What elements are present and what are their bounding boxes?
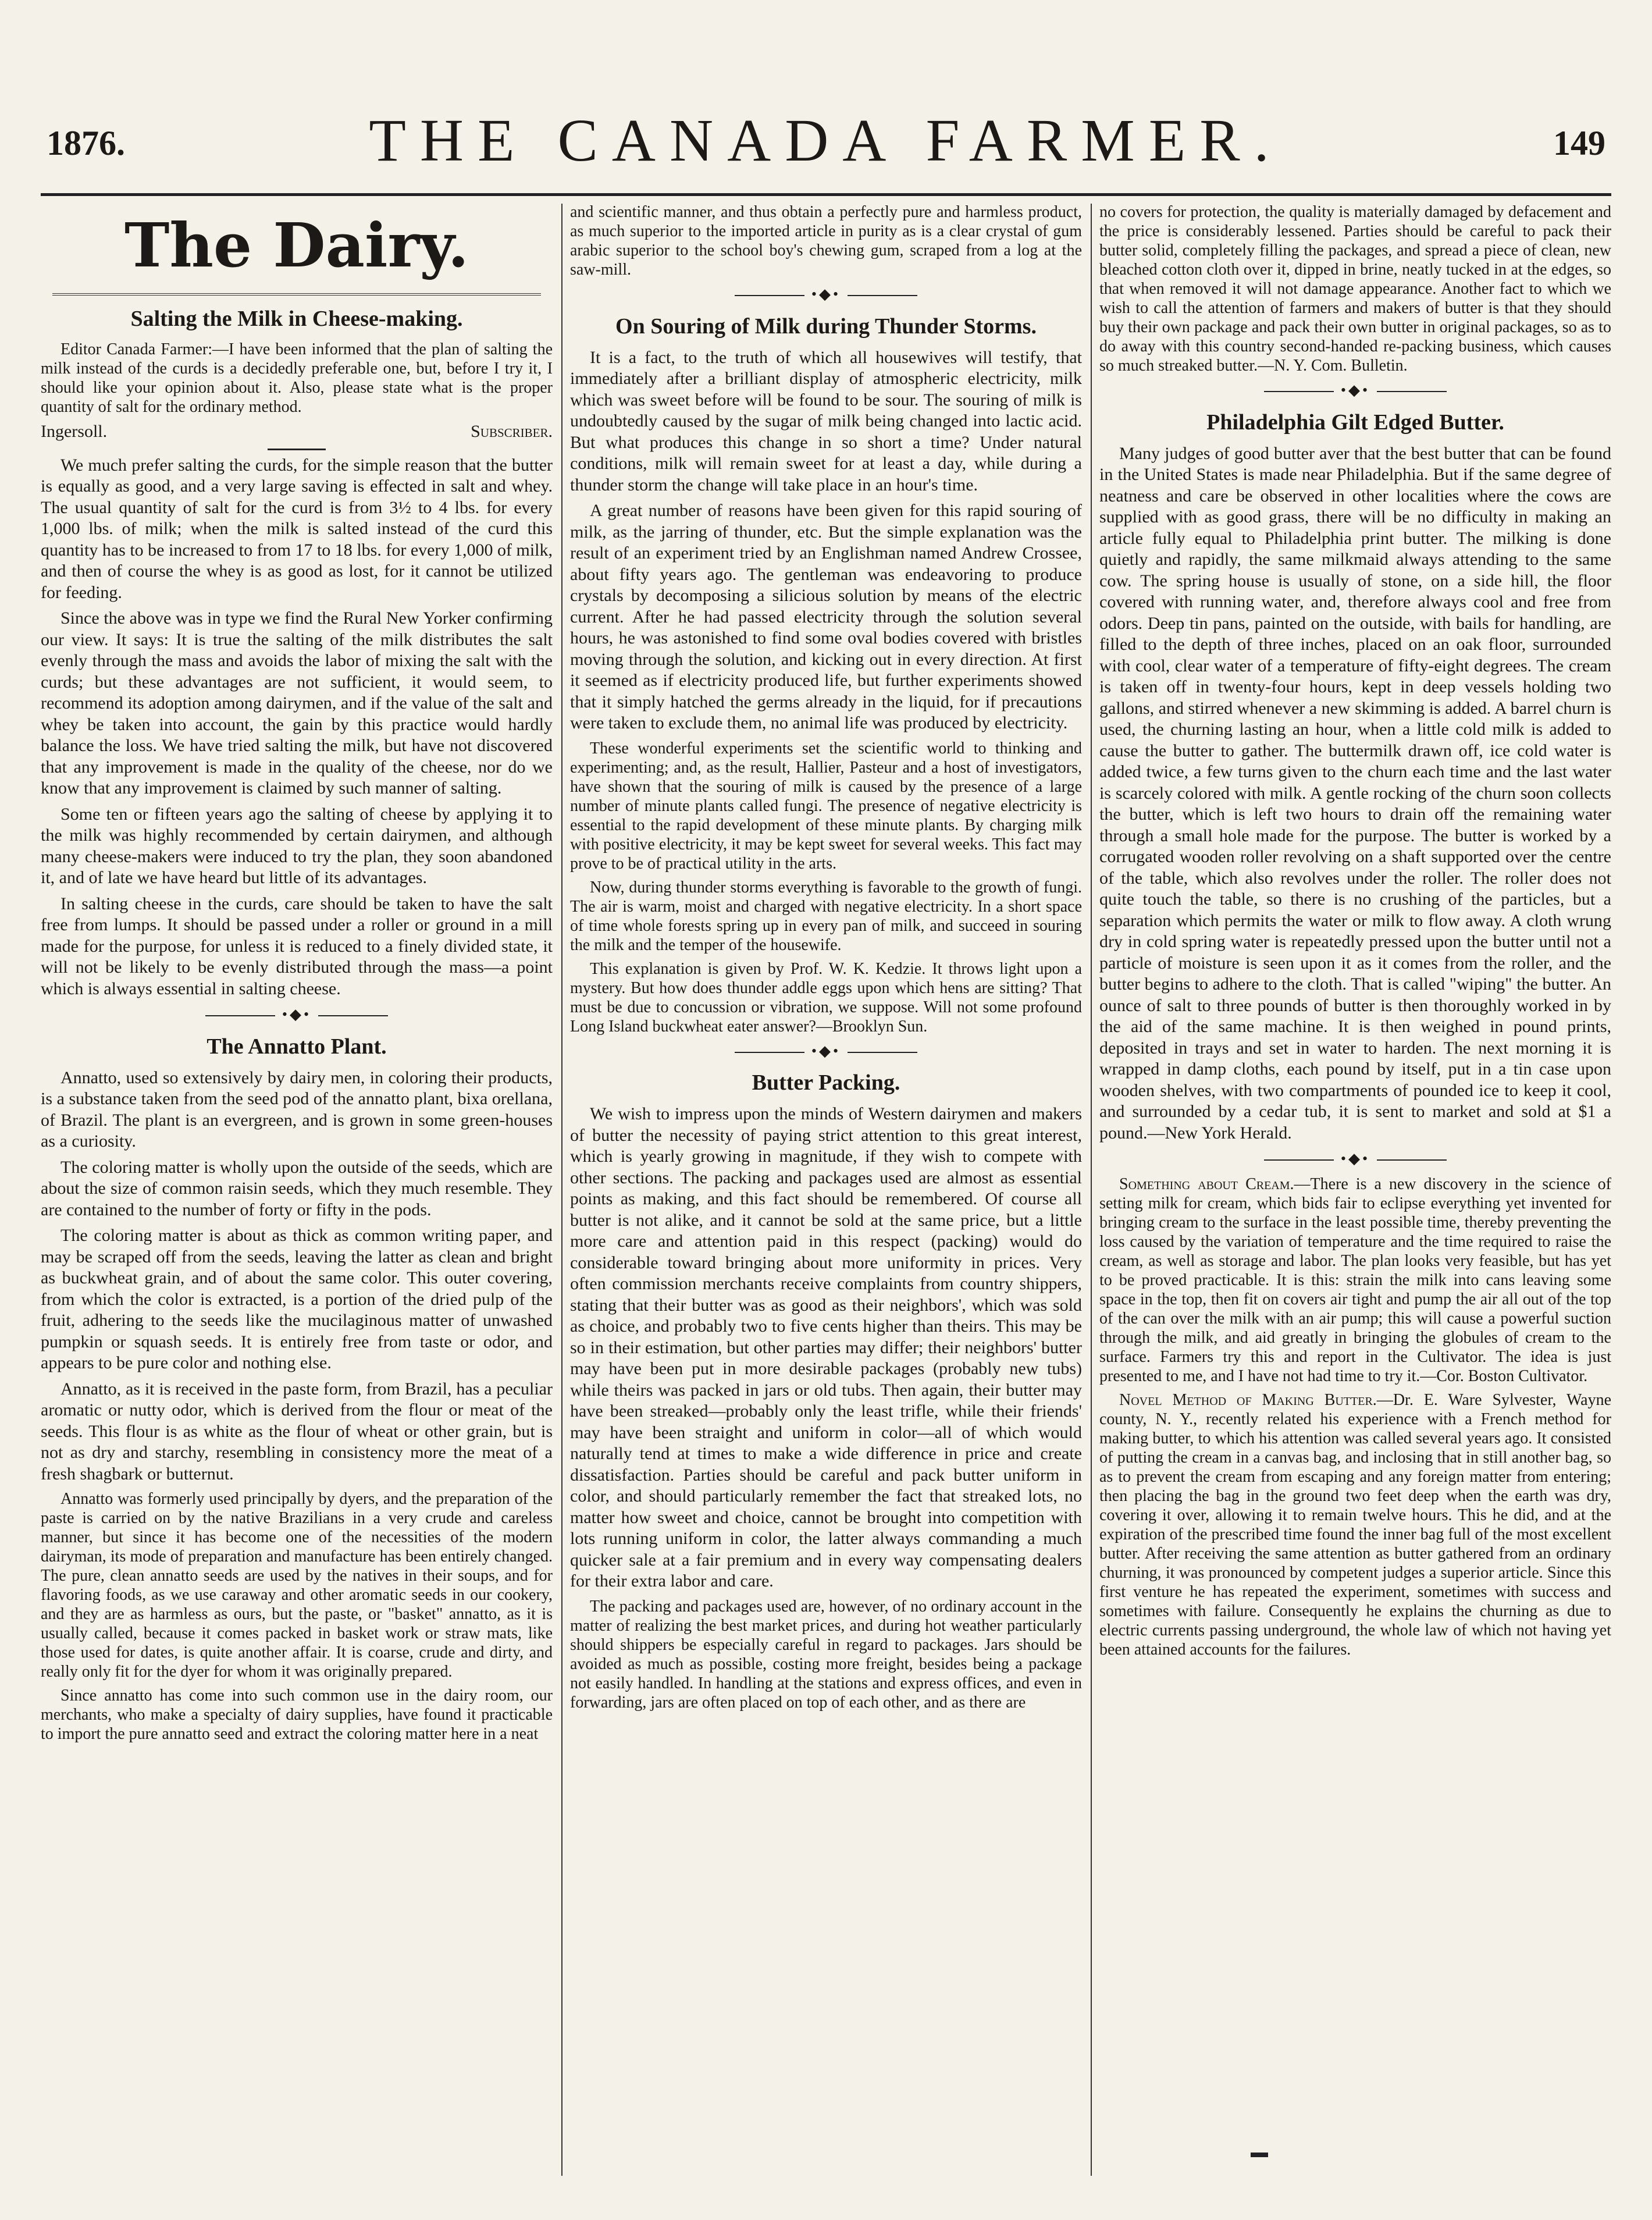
paragraph-lead: Novel Method of Making Butter. [1119, 1390, 1377, 1409]
paragraph: We wish to impress upon the minds of Western dairymen and makers of butter the necessity of paying strict attention to this great interest, which is yearly growing in magnitude, if they wish to compete with other sections. The packing and packages used are almost as essential points as making, and this fact should be remembered. Of course all butter is not alike, and it cannot be sold at the same price, but a little more care and attention paid in this respect (packing) would do considerable toward bringing about more uniformity in prices. Very often commission merchants receive complaints from country shippers, stating that their butter was as good as their neighbors', which was sold as choice, and probably two to five cents higher than theirs. This may be so in their estimation, but other parties may differ; their neighbors' butter may have been put in more desirable packages (probably new tubs) while theirs was packed in jars or old tubs. Then again, their butter may have been streaked—probably only the least trifle, while their friends' may have been straight and uniform in color—all of which would naturally tend at times to make a wide difference in price and create dissatisfaction. Parties should be careful and pack butter uniform in color, and should particularly remember the fact that streaked lots, no matter how sweet and choice, cannot be brought into competition with lots running uniform in color, the latter always commanding a much quicker sale at a fair premium and in every way compensating dealers for their extra labor and care. [570, 1104, 1082, 1591]
paragraph: Annatto, as it is received in the paste form, from Brazil, has a peculiar aromatic or nutty odor, which is derived from the flour or meat of the seeds. This flour is as white as the flour of wheat or other grain, but is not as dry and starchy, resembling in consistency more the meat of a fresh shagbark or butternut. [41, 1379, 553, 1483]
column-rule [1091, 204, 1092, 2176]
section-rule [52, 293, 541, 296]
paragraph: Now, during thunder storms everything is favorable to the growth of fungi. The air is warm, moist and charged with negative electricity. In a short space of time whole forests spring up in every pan of milk, and succeed in souring the milk and the temper of the housewife. [570, 878, 1082, 954]
article-title: On Souring of Milk during Thunder Storms. [615, 314, 1037, 339]
paragraph: Since annatto has come into such common use in the dairy room, our merchants, who make a specialty of dairy supplies, have found it practicable to import the pure annatto seed and extract the coloring matter here in a neat [41, 1687, 553, 1743]
paragraph: We much prefer salting the curds, for the simple reason that the butter is equally as good, and a very large saving is effected in salt and whey. The usual quantity of salt for the curd is from 3½ to 4 lbs. for every 1,000 lbs. of milk; when the milk is salted instead of the curd this quantity has to be increased to from 17 to 18 lbs. for every 1,000 of milk, and then of course the whey is as good as lost, for it cannot be utilized for feeding. [41, 455, 553, 602]
paragraph: These wonderful experiments set the scientific world to thinking and experimenting; and, as the result, Hallier, Pasteur and a host of investigators, have shown that the souring of milk is caused by the presence of a large number of minute plants called fungi. The presence of negative electricity is essential to the rapid development of these minute plants. By charging milk with positive electricity, it may be kept sweet for several weeks. This fact may prove to be of practical utility in the arts. [570, 739, 1082, 873]
article-title: Philadelphia Gilt Edged Butter. [1206, 410, 1504, 435]
column-rule [561, 204, 562, 2176]
page-mark [1251, 2153, 1268, 2157]
paragraph: In salting cheese in the curds, care should be taken to have the salt free from lumps. It should be passed under a roller or ground in a mill made for the purpose, for unless it is reduced to a finely divided state, it will not be likely to be evenly distributed through the mass—a point which is always essential in salting cheese. [41, 894, 553, 998]
paragraph: and scientific manner, and thus obtain a perfectly pure and harmless product, as much superior to the imported article in purity as is a clear crystal of gum arabic superior to the school boy's chewing gum, scraped from a log at the saw-mill. [570, 203, 1082, 279]
paragraph: Since the above was in type we find the Rural New Yorker confirming our view. It says: It is true the salting of the milk distributes the salt evenly through the mass and avoids the labor of mixing the salt with the curds; but these advantages are not sufficient, it would seem, to recommend its adoption among dairymen, and if the value of the salt and whey be taken into account, the gain by this practice would hardly balance the loss. We have tried salting the milk, but have not discovered that any improvement is made in the quality of the cheese, nor do we know that any improvement is claimed by such manner of salting. [41, 609, 553, 798]
paragraph: The coloring matter is wholly upon the outside of the seeds, which are about the size of common raisin seeds, which they much resemble. They are contained to the number of forty or fifty in the pods. [41, 1157, 553, 1219]
article-divider: •◆• [570, 1041, 1082, 1062]
letter-signature: Subscriber. [471, 422, 553, 441]
paragraph: no covers for protection, the quality is materially damaged by defacement and the price is considerably lessened. Parties should be careful to pack their butter solid, completely filling the packages, and spread a piece of clean, new bleached cotton cloth over it, dipped in brine, neatly tucked in at the edges, so that when removed it will not damage appearance. Another fact to which we wish to call the attention of farmers and makers of butter is that they should buy their own package and pack their own butter in original packages, so as to do away with this country second-handed re-packing business, which causes so much streaked butter.—N. Y. Com. Bulletin. [1099, 203, 1611, 375]
paragraph: It is a fact, to the truth of which all housewives will testify, that immediately after a brilliant display of atmospheric electricity, milk which was sweet before will be found to be sour. The souring of milk is undoubtedly caused by the sugar of milk being changed into lactic acid. But what produces this change in so short a time? Under natural conditions, milk will remain sweet for at least a day, while during a thunder storm the change will take place in an hour's time. [570, 347, 1082, 494]
letter-place: Ingersoll. [41, 422, 108, 441]
masthead [41, 106, 1611, 193]
article-title: Butter Packing. [752, 1070, 900, 1095]
paragraph [1099, 1175, 1611, 1386]
article-title: Salting the Milk in Cheese-making. [130, 307, 463, 331]
article-divider: •◆• [41, 1004, 553, 1026]
paragraph-body: —There is a new discovery in the science of setting milk for cream, which bids fair to eclipse everything yet invented for bringing cream to the surface in the least possible time, thereby preventing the loss caused by the variation of temperature and the time required to raise the cream, as well as storage and labor. The plan looks very feasible, but has yet to be proved practicable. It is this: strain the milk into cans leaving some space in the top, then fit on covers air tight and pump the air all out of the top of the can over the milk with an air pump; this will cause a powerful suction through the milk, and aid greatly in bringing the globules of cream to the surface. Farmers try this and report in the Cultivator. The idea is just presented to me, and I have not had time to try it.—Cor. Boston Cultivator. [1099, 1175, 1611, 1385]
paragraph: A great number of reasons have been given for this rapid souring of milk, as the jarring of thunder, etc. But the simple explanation was the result of an experiment tried by an Englishman named Andrew Crossee, about fifty years ago. The gentleman was endeavoring to produce crystals by decomposing a silicious solution by means of the electric current. After he had passed electricity through the solution several hours, he was astonished to find some oval bodies covered with bristles moving through the solution, and kicking out in every direction. At first it seemed as if electricity produced life, but further experiments showed that it simply hatched the germs already in the liquid, for if precautions were taken to exclude them, no animal life was produced by electricity. [570, 501, 1082, 732]
column-3 [1099, 202, 1611, 2175]
column-1 [41, 202, 553, 2175]
paragraph: This explanation is given by Prof. W. K. Kedzie. It throws light upon a mystery. But how does thunder addle eggs upon which hens are sitting? That must be due to concussion or vibration, we suppose. Will not some profound Long Island buckwheat eater answer?—Brooklyn Sun. [570, 959, 1082, 1036]
paragraph-body: —Dr. E. Ware Sylvester, Wayne county, N. Y., recently related his experience with a French method for making butter, to which his attention was called several years ago. It consisted of putting the cream in a canvas bag, and inclosing that in still another bag, so as to prevent the cream from escaping and any foreign matter from entering; then placing the bag in the ground two feet deep when the earth was dry, covering it over, allowing it to remain twelve hours. This he did, and at the expiration of the prescribed time found the inner bag full of the most excellent butter. After receiving the same attention as butter gathered from an ordinary churning, it was pronounced by competent judges a superior article. Since this first venture he has repeated the experiment, sometimes with success and sometimes with failure. Consequently he explains the churning as due to electric currents passing underground, the whole law of which not having yet been attained accounts for the failures. [1099, 1390, 1611, 1659]
letter-text: Editor Canada Farmer:—I have been informed that the plan of salting the milk instead of the curds is a decidedly preferable one, but, before I try it, I should like your opinion about it. Also, please state what is the proper quantity of salt for the ordinary method. [41, 340, 553, 416]
newspaper-title: THE CANADA FARMER. [369, 107, 1283, 174]
paragraph: Many judges of good butter aver that the best butter that can be found in the United States is made near Philadelphia. But if the same degree of neatness and care be observed in other localities where the cows are supplied with as good grass, there will be no difficulty in making an article fully equal to Philadelphia print butter. The milking is done quietly and rapidly, the same milkmaid always attending to the same cow. The spring house is usually of stone, on a side hill, the floor covered with running water, and, therefore always cool and free from odors. Deep tin pans, painted on the outside, with bails for handling, are filled to the depth of three inches, placed on an oak floor, surrounded with cool, clear water of a temperature of fifty-eight degrees. The cream is taken off in twenty-four hours, kept in deep vessels holding two gallons, and stirred whenever a new skimming is added. A barrel churn is used, the churning lasting an hour, when a little cold milk is added to cause the butter to gather. The buttermilk drawn off, ice cold water is added twice, a few turns given to the churn each time and the last water is scarcely colored with milk. A gentle rocking of the churn soon collects the butter, which is left two hours to drain off the remaining water through a small hole made for the purpose. The butter is worked by a corrugated wooden roller revolving on a shaft supported over the centre of the table, which also revolves under the roller. The roller does not quite touch the table, so there is no crushing of the particles, but a separation which permits the water or milk to flow away. A cloth wrung dry in cold spring water is repeatedly pressed upon the butter until not a particle of moisture is seen upon it as it comes from the roller, and the butter begins to adhere to the cloth. That is called "wiping" the butter. An ounce of salt to three pounds of butter is then thoroughly worked in by the aid of the same machine. It is then weighed in pound prints, deposited in trays and set in water to harden. The next morning it is wrapped in damp cloths, each pound by itself, put in a tin case upon wooden shelves, with two compartments of pounded ice to keep it cool, and surrounded by a cedar tub, it is sent to market and sold at $1 a pound.—New York Herald. [1099, 443, 1611, 1143]
letter-signature-line [41, 421, 553, 443]
article-divider: •◆• [1099, 380, 1611, 401]
paragraph [1099, 1390, 1611, 1659]
paragraph: The packing and packages used are, however, of no ordinary account in the matter of realizing the best market prices, and during hot weather particularly should shippers be especially careful in regard to packages. Jars should be avoided as much as possible, costing more freight, besides being a package not easily handled. In handling at the stations and express offices, and even in forwarding, jars are often placed on top of each other, and as there are [570, 1597, 1082, 1712]
masthead-rule [41, 193, 1611, 196]
page-number: 149 [1553, 124, 1605, 162]
paragraph: Annatto, used so extensively by dairy men, in coloring their products, is a substance taken from the seed pod of the annatto plant, bixa orellana, of Brazil. The plant is an evergreen, and is grown in some green-houses as a curiosity. [41, 1068, 553, 1151]
paragraph: Annatto was formerly used principally by dyers, and the preparation of the paste is carried on by the native Brazilians in a very crude and careless manner, but since it has become one of the necessities of the modern dairyman, its mode of preparation and manufacture has been entirely changed. The pure, clean annatto seeds are used by the natives in their soups, and for flavoring foods, as we use caraway and other aromatic seeds in our cookery, and they are as harmless as ours, but the paste, or "basket" annatto, as it is usually called, because it comes packed in basket work or straw mats, like those used for dates, is quite another affair. It is coarse, crude and dirty, and really only fit for the dyer for whom it was originally prepared. [41, 1490, 553, 1681]
section-title: The Dairy. [124, 209, 469, 281]
short-rule [268, 449, 326, 450]
article-title: The Annatto Plant. [206, 1034, 387, 1059]
paragraph: The coloring matter is about as thick as common writing paper, and may be scraped off from the seeds, leaving the latter as clean and bright as buckwheat grain, and of about the same color. This outer covering, from which the color is extracted, is a portion of the dried pulp of the fruit, adhering to the seeds like the mucilaginous matter of unwashed pumpkin or squash seeds. It is entirely free from taste or odor, and appears to be pure color and nothing else. [41, 1226, 553, 1372]
paragraph-lead: Something about Cream. [1119, 1175, 1294, 1193]
paragraph: Some ten or fifteen years ago the salting of cheese by applying it to the milk was highly recommended by certain dairymen, and although many cheese-makers were induced to try the plan, they soon abandoned it, and of late we have heard but little of its advantages. [41, 804, 553, 887]
year: 1876. [47, 124, 125, 162]
article-divider: •◆• [570, 284, 1082, 305]
column-2 [570, 202, 1082, 2175]
article-divider: •◆• [1099, 1148, 1611, 1170]
